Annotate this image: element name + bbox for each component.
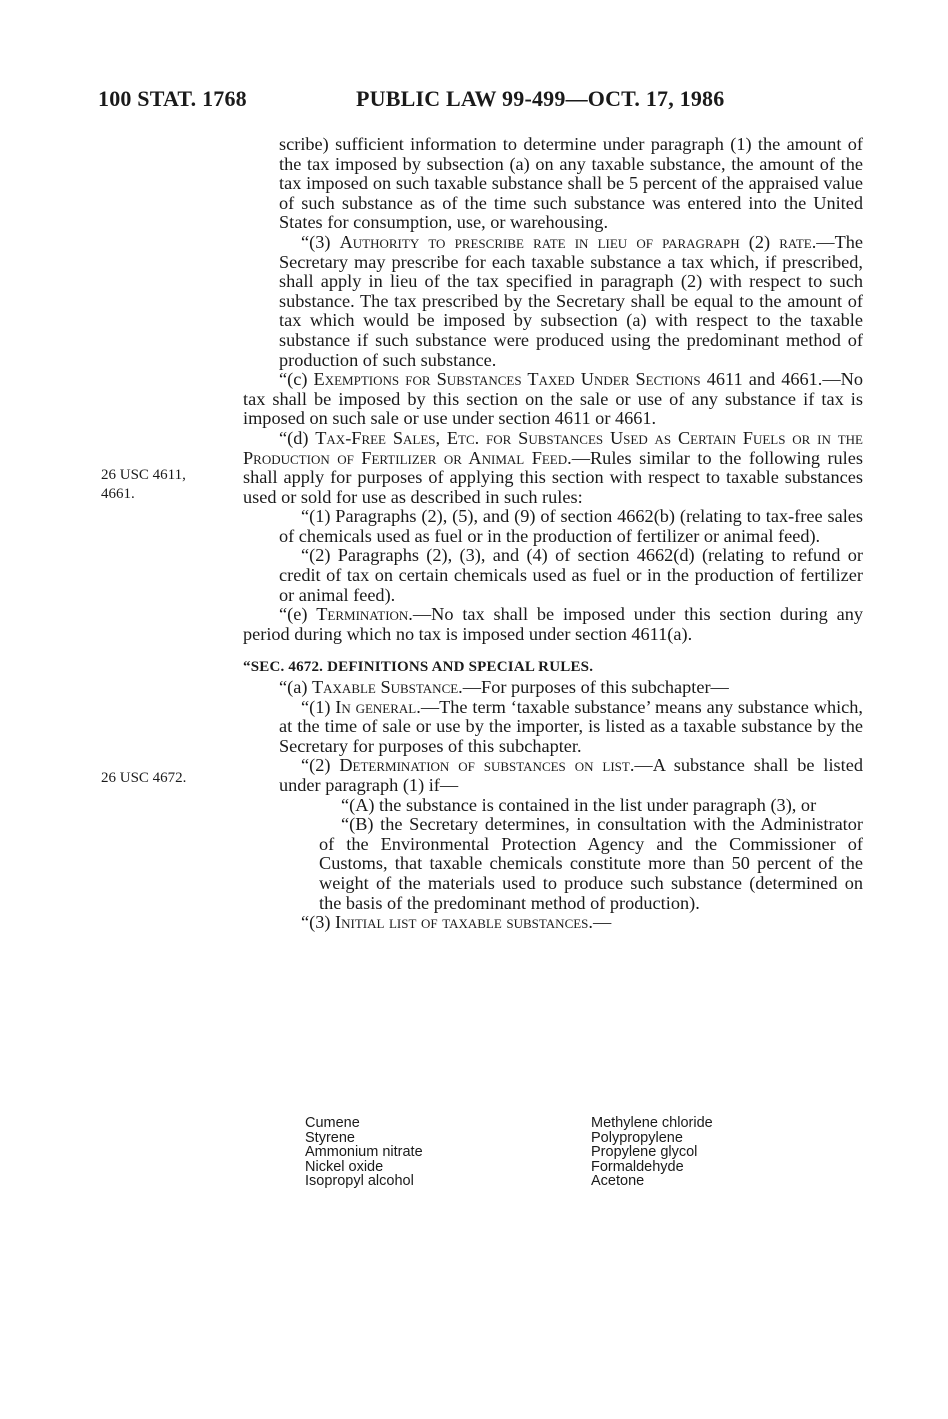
paragraph-a-2: “(2) Determination of substances on list.—A substance shall be listed under paragraph (1) if— (279, 755, 863, 795)
subsection-a: “(a) Taxable Substance.—For purposes of this subchapter— (279, 677, 729, 698)
running-title: PUBLIC LAW 99-499—OCT. 17, 1986 (356, 86, 725, 111)
margin-citation-line: 26 USC 4672. (101, 770, 187, 786)
margin-citation-4611 (101, 466, 231, 504)
clause-B: “(B) the Secretary determines, in consultation with the Administrator of the Environmental Protection Agency and the Commissioner of Customs, that taxable chemicals constitute more than 50 percent of the weight of the materials used to produce such substance (determined on the basis of the predominant method of production). (319, 814, 863, 913)
paragraph-heading: In general. (335, 696, 421, 717)
paragraph-heading: Initial list of taxable substances. (335, 912, 593, 933)
list-item: Nickel oxide (305, 1158, 384, 1175)
subsection-heading: Taxable Substance. (311, 677, 463, 698)
subsection-heading: Termination. (316, 604, 413, 625)
paragraph-continuation: scribe) sufficient information to determine under paragraph (1) the amount of the tax imposed by subsection (a) on any taxable substance, the amount of the tax imposed on such taxable substance shall be 5 percent of the appraised value of such substance as of the time such substance was entered into the United States for consumption, use, or warehousing. (279, 134, 863, 233)
list-item: Ammonium nitrate (305, 1144, 423, 1160)
paragraph-heading: Determination of substances on list. (339, 755, 635, 776)
section-heading: “SEC. 4672. DEFINITIONS AND SPECIAL RULES. (243, 659, 594, 676)
margin-citation-4672 (101, 769, 231, 788)
subsection-d: “(d) Tax-Free Sales, Etc. for Substances Used as Certain Fuels or in the Production of Fertilizer or Animal Feed.—Rules similar to the following rules shall apply for purposes of applying this section with respect to taxable substances used or sold for use as described in such rules: (243, 427, 863, 507)
subsection-heading: Tax-Free Sales, Etc. for Substances Used as Certain Fuels or in the Production of Fertilizer or Animal Feed. (243, 427, 863, 468)
margin-citation-line: 26 USC 4611, (101, 467, 186, 483)
list-item: Formaldehyde (591, 1158, 684, 1175)
list-item: Methylene chloride (591, 1115, 713, 1131)
substance-column-left (305, 1116, 423, 1189)
margin-citation-line: 4661. (101, 486, 135, 502)
subsection-d-2: “(2) Paragraphs (2), (3), and (4) of section 4662(d) (relating to refund or credit of tax on certain chemicals used as fuel or in the production of fertilizer or animal feed). (279, 545, 863, 605)
statute-body (243, 135, 863, 933)
list-item: Styrene (305, 1129, 355, 1146)
paragraph-3-authority: “(3) Authority to prescribe rate in lieu of paragraph (2) rate.—The Secretary may prescribe for each taxable substance a tax which, if prescribed, shall apply in lieu of the tax specified in paragraph (2) with respect to such substance. The tax prescribed by the Secretary shall be equal to the amount of tax which would be imposed by subsection (a) with respect to the taxable substance if such substance were produced using the predominant method of production of such substance. (279, 231, 863, 370)
list-item: Acetone (591, 1173, 645, 1189)
paragraph-a-1: “(1) In general.—The term ‘taxable substance’ means any substance which, at the time of sale or use by the importer, is listed as a taxable substance by the Secretary for purposes of this subchapter. (279, 696, 863, 756)
page-header (98, 86, 858, 116)
paragraph-heading: Authority to prescribe rate in lieu of paragraph (2) rate. (339, 231, 817, 252)
substance-column-right (591, 1116, 713, 1189)
subsection-c: “(c) Exemptions for Substances Taxed Under Sections 4611 and 4661.—No tax shall be imposed by this section on the sale or use of any substance if tax is imposed on such sale or use under section 4611 or 4661. (243, 369, 863, 429)
page-number: 100 STAT. 1768 (98, 86, 247, 111)
clause-A: “(A) the substance is contained in the list under paragraph (3), or (341, 794, 817, 815)
subsection-d-1: “(1) Paragraphs (2), (5), and (9) of section 4662(b) (relating to tax-free sales of chemicals used as fuel or in the production of fertilizer or animal feed). (279, 506, 863, 546)
list-item: Isopropyl alcohol (305, 1173, 414, 1189)
paragraph-a-3: “(3) Initial list of taxable substances.— (301, 912, 612, 933)
list-item: Polypropylene (591, 1129, 683, 1146)
subsection-e: “(e) Termination.—No tax shall be imposed under this section during any period during which no tax is imposed under section 4611(a). (243, 604, 864, 644)
list-item: Propylene glycol (591, 1144, 698, 1160)
subsection-heading: Exemptions for Substances Taxed Under Sections (313, 369, 701, 390)
list-item: Cumene (305, 1115, 360, 1131)
